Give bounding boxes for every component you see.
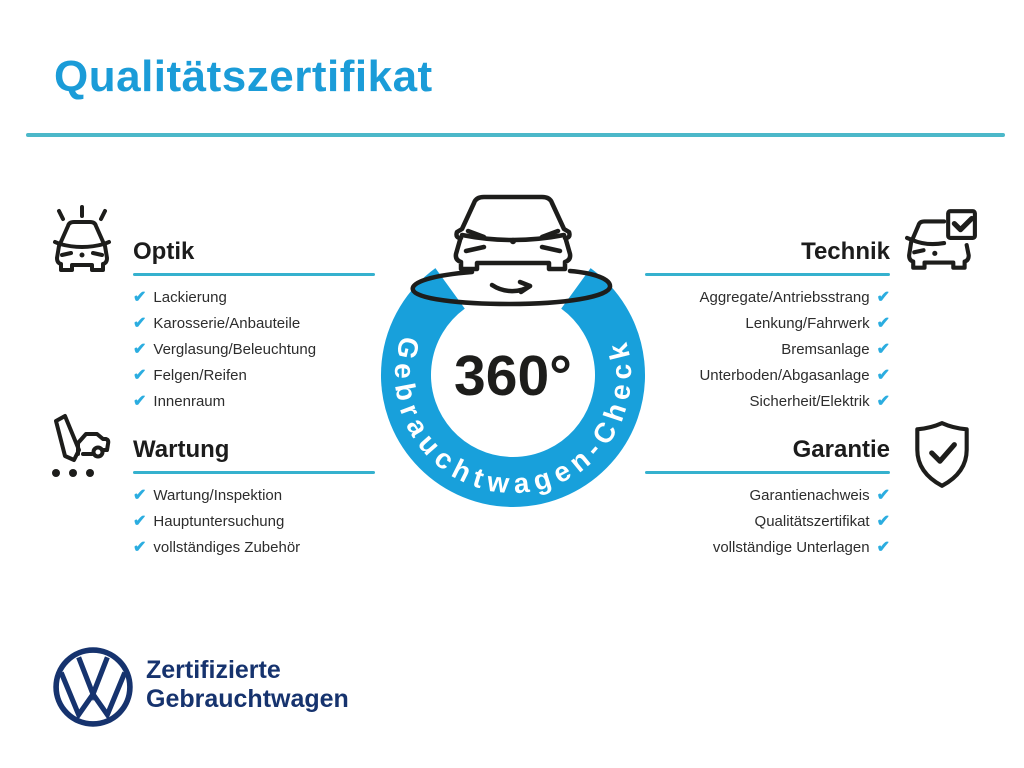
checklist-item-label: Aggregate/Antriebsstrang [699, 289, 870, 306]
badge-center-label: 360° [454, 344, 572, 408]
ring-label: Gebrauchtwagen-Check [388, 333, 638, 500]
checklist-item [645, 539, 890, 556]
section-wartung [133, 436, 375, 556]
checklist-item [133, 289, 375, 306]
check-icon: ✔ [876, 538, 890, 556]
checklist-item-label: Garantienachweis [749, 487, 870, 504]
checklist [133, 487, 375, 556]
section-title: Optik [133, 238, 195, 265]
section-rule [645, 273, 890, 276]
checklist [133, 289, 375, 410]
section-technik [645, 238, 890, 410]
checklist-item-label: Wartung/Inspektion [153, 487, 283, 504]
check-icon: ✔ [133, 314, 147, 332]
checklist-item-label: Unterboden/Abgasanlage [699, 367, 870, 384]
car-checkbox-icon [905, 207, 979, 275]
checklist [645, 289, 890, 410]
checklist [645, 487, 890, 556]
vw-logo [52, 646, 134, 728]
checklist-item [645, 513, 890, 530]
checklist-item-label: Felgen/Reifen [153, 367, 247, 384]
checklist-item [133, 539, 375, 556]
section-rule [133, 471, 375, 474]
check-icon: ✔ [133, 340, 147, 358]
section-rule [133, 273, 375, 276]
checklist-item-label: Lenkung/Fahrwerk [745, 315, 870, 332]
check-icon: ✔ [133, 538, 147, 556]
check-icon: ✔ [876, 340, 890, 358]
check-icon: ✔ [876, 486, 890, 504]
footer-brand-line2: Gebrauchtwagen [146, 685, 349, 713]
checklist-item-label: vollständiges Zubehör [153, 539, 301, 556]
check-icon: ✔ [133, 288, 147, 306]
section-optik [133, 238, 375, 410]
check-icon: ✔ [876, 366, 890, 384]
check-icon: ✔ [876, 512, 890, 530]
check-icon: ✔ [876, 288, 890, 306]
checklist-item-label: Karosserie/Anbauteile [153, 315, 301, 332]
section-title: Garantie [792, 436, 890, 463]
checklist-item-label: Innenraum [153, 393, 226, 410]
checklist-item-label: Qualitätszertifikat [754, 513, 870, 530]
checklist-item-label: Bremsanlage [781, 341, 870, 358]
checklist-item [133, 487, 375, 504]
checklist-item [645, 367, 890, 384]
section-title: Technik [801, 238, 890, 265]
checklist-item [133, 367, 375, 384]
checklist-item [133, 393, 375, 410]
check-icon: ✔ [876, 314, 890, 332]
checklist-item [133, 513, 375, 530]
checklist-item-label: Verglasung/Beleuchtung [153, 341, 317, 358]
shiny-car-icon [47, 205, 117, 277]
360-check-badge [372, 182, 652, 508]
check-icon: ✔ [876, 392, 890, 410]
service-pencil-car-icon [45, 412, 115, 482]
checklist-item [645, 315, 890, 332]
page-title: Qualitätszertifikat [54, 52, 433, 101]
section-garantie [645, 436, 890, 556]
check-icon: ✔ [133, 486, 147, 504]
checklist-item-label: Lackierung [153, 289, 227, 306]
checklist-item-label: Hauptuntersuchung [153, 513, 285, 530]
footer-brand-text [146, 656, 349, 714]
checklist-item-label: vollständige Unterlagen [712, 539, 870, 556]
checklist-item [645, 487, 890, 504]
checklist-item [645, 289, 890, 306]
title-divider [26, 133, 1005, 137]
check-icon: ✔ [133, 366, 147, 384]
checklist-item [645, 393, 890, 410]
section-title: Wartung [133, 436, 230, 463]
section-rule [645, 471, 890, 474]
checklist-item [133, 341, 375, 358]
check-icon: ✔ [133, 392, 147, 410]
checklist-item [645, 341, 890, 358]
footer-brand-line1: Zertifizierte [146, 656, 281, 684]
check-icon: ✔ [133, 512, 147, 530]
checklist-item-label: Sicherheit/Elektrik [749, 393, 870, 410]
shield-check-icon [909, 419, 975, 491]
checklist-item [133, 315, 375, 332]
